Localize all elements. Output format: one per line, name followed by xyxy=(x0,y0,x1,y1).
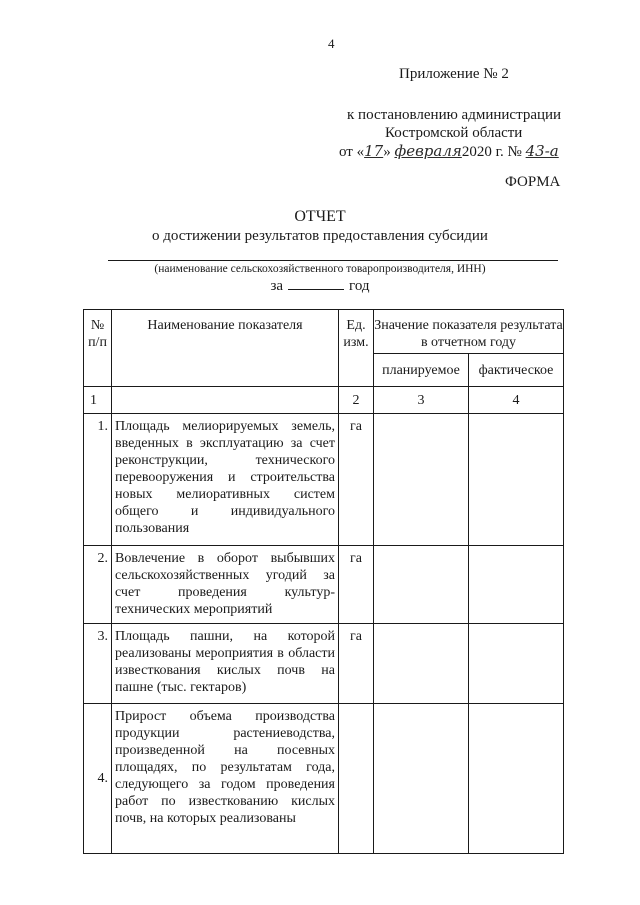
planned-value-cell[interactable] xyxy=(374,546,469,624)
report-period xyxy=(0,278,640,295)
producer-name-caption: (наименование сельскохозяйственного товаропроизводителя, ИНН) xyxy=(154,263,486,275)
indicator-unit xyxy=(339,704,374,854)
table-row xyxy=(84,414,564,546)
appendix-label: Приложение № 2 xyxy=(399,66,509,82)
indicator-unit: га xyxy=(339,546,374,624)
table-row xyxy=(84,624,564,704)
report-subtitle: о достижении результатов предоставления субсидии xyxy=(152,228,488,244)
indicator-name: Площадь пашни, на которой реализованы мероприятия в области известкования кислых почв на пашне (тыс. гектаров) xyxy=(112,624,339,704)
header-name: Наименование показателя xyxy=(112,310,339,387)
column-number: 1 xyxy=(84,387,112,414)
decree-prefix: от « xyxy=(339,144,365,160)
actual-value-cell[interactable] xyxy=(469,624,564,704)
actual-value-cell[interactable] xyxy=(469,414,564,546)
actual-value-cell[interactable] xyxy=(469,546,564,624)
indicator-name: Прирост объема производства продукции растениеводства, произведенной на посевных площадях, по результатам года, следующего за годом проведения работ по известкованию кислых почв, на которых реализованы xyxy=(112,704,339,854)
header-actual: фактическое xyxy=(469,354,564,387)
decree-day-handwritten: 17 xyxy=(364,142,384,160)
header-num: № п/п xyxy=(84,310,112,387)
decree-number-handwritten: 43-а xyxy=(525,142,559,160)
decree-date-line xyxy=(339,142,559,161)
decree-mid: » xyxy=(383,144,391,160)
indicators-table xyxy=(83,309,564,854)
indicator-unit: га xyxy=(339,624,374,704)
decree-year: 2020 г. № xyxy=(461,144,522,160)
row-number: 1. xyxy=(84,414,112,546)
header-value-group: Значение показателя результата в отчетном году xyxy=(374,310,564,354)
column-number: 2 xyxy=(339,387,374,414)
column-number: 3 xyxy=(374,387,469,414)
report-title: ОТЧЕТ xyxy=(294,208,346,225)
indicator-unit: га xyxy=(339,414,374,546)
planned-value-cell[interactable] xyxy=(374,624,469,704)
row-number: 4. xyxy=(84,704,112,854)
decree-month-handwritten: февраля xyxy=(394,142,462,160)
decree-line-2: Костромской области xyxy=(385,125,523,141)
column-numbers-row xyxy=(84,387,564,414)
form-label: ФОРМА xyxy=(505,174,561,190)
table-header-row xyxy=(84,310,564,354)
row-number: 3. xyxy=(84,624,112,704)
decree-line-1: к постановлению администрации xyxy=(347,107,562,123)
period-suffix: год xyxy=(349,278,370,294)
column-number xyxy=(112,387,339,414)
actual-value-cell[interactable] xyxy=(469,704,564,854)
planned-value-cell[interactable] xyxy=(374,414,469,546)
indicator-name: Вовлечение в оборот выбывших сельскохозяйственных угодий за счет проведения культур-технических мероприятий xyxy=(112,546,339,624)
table-row xyxy=(84,546,564,624)
header-planned: планируемое xyxy=(374,354,469,387)
indicator-name: Площадь мелиорируемых земель, введенных в эксплуатацию за счет реконструкции, технического перевооружения и строительства новых мелиоративных систем общего и индивидуального пользования xyxy=(112,414,339,546)
row-number: 2. xyxy=(84,546,112,624)
producer-name-line xyxy=(108,260,558,261)
column-number: 4 xyxy=(469,387,564,414)
page-number: 4 xyxy=(328,36,335,51)
header-unit: Ед. изм. xyxy=(339,310,374,387)
table-row xyxy=(84,704,564,854)
period-prefix: за xyxy=(270,278,284,294)
planned-value-cell[interactable] xyxy=(374,704,469,854)
period-blank xyxy=(288,278,344,290)
